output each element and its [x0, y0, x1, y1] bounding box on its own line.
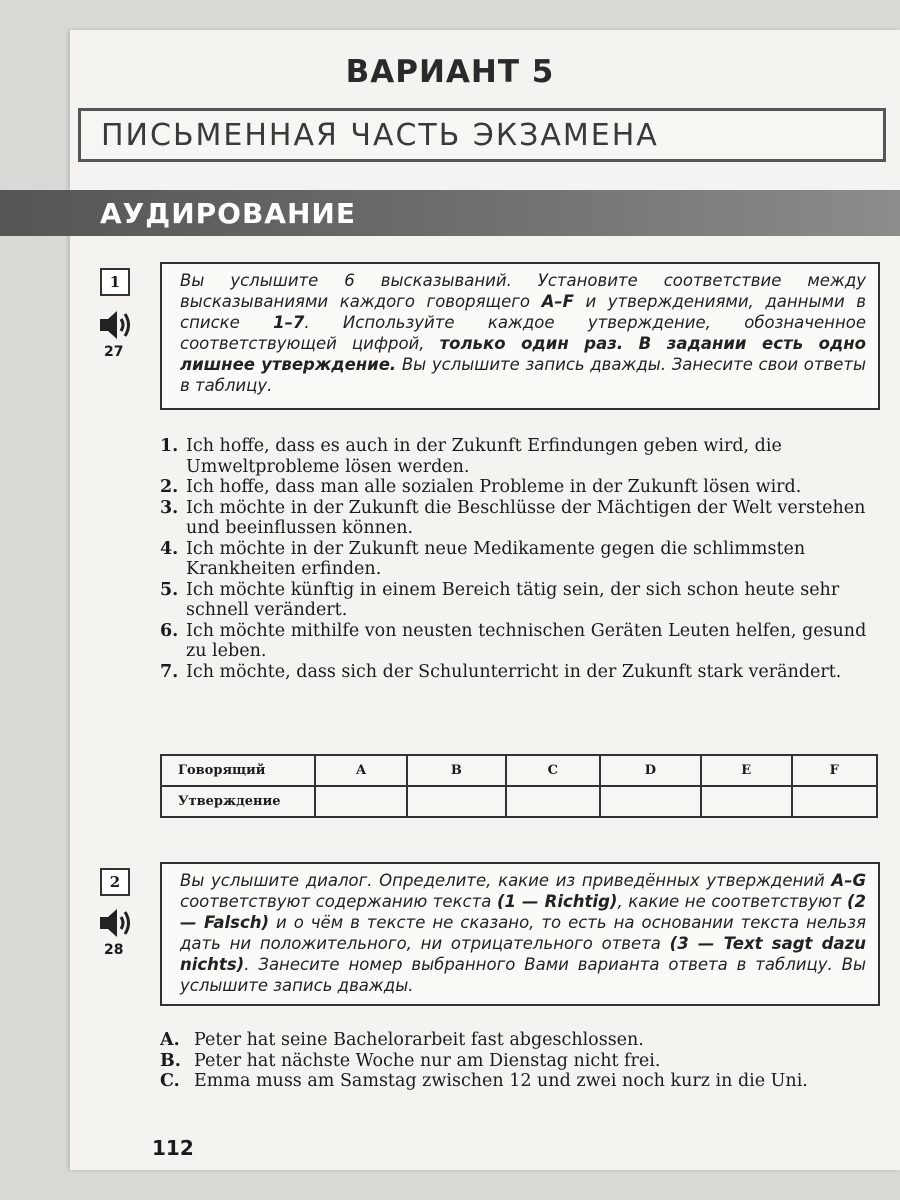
list-item	[160, 477, 880, 498]
task-2-statements	[160, 1030, 880, 1092]
list-item-text: Ich hoffe, dass man alle sozialen Probleme in der Zukunft lösen wird.	[186, 477, 802, 497]
list-item-number: 7.	[160, 661, 179, 682]
instruction-text: и о чём в тексте не сказано, то есть на основании текста нельзя дать ни положительного, ни отрицательного ответа	[180, 913, 866, 953]
list-item-number: 1.	[160, 436, 179, 456]
task-1-number: 1	[100, 268, 130, 296]
instruction-text: A–F	[541, 292, 574, 311]
speaker-icon[interactable]	[98, 906, 134, 940]
task-2-instruction	[160, 862, 880, 1006]
instruction-text: , какие не соответствуют	[617, 892, 847, 911]
list-item-text: Ich möchte mithilfe von neusten technischen Geräten Leuten helfen, gesund zu leben.	[186, 620, 867, 661]
list-item-text: Ich möchte künftig in einem Bereich tätig sein, der sich schon heute sehr schnell verändert.	[186, 579, 840, 620]
instruction-text: Вы услышите запись дважды. Занесите свои ответы в таблицу.	[180, 355, 866, 395]
table-header-cell: F	[792, 755, 877, 786]
list-item-text: Ich möchte, dass sich der Schulunterricht in der Zukunft stark verändert.	[186, 661, 842, 682]
instruction-text: (1 — Richtig)	[496, 892, 618, 911]
exam-part-title	[78, 108, 886, 162]
table-header-cell: C	[506, 755, 600, 786]
instruction-text: . Используйте каждое утверждение, обозначенное соответствующей цифрой,	[180, 313, 866, 353]
answer-cell[interactable]	[315, 786, 407, 817]
list-item	[160, 1071, 880, 1092]
list-item-number: 6.	[160, 620, 179, 641]
list-item-number: 5.	[160, 579, 179, 600]
instruction-text: 1–7	[273, 313, 305, 332]
answer-cell[interactable]	[600, 786, 701, 817]
answer-table	[160, 754, 878, 818]
list-item-text: Peter hat nächste Woche nur am Dienstag nicht frei.	[194, 1050, 661, 1071]
instruction-text: соответствуют содержанию текста	[180, 892, 497, 911]
list-item	[160, 436, 880, 477]
list-item-number: C.	[160, 1071, 180, 1091]
instruction-text: (3 — Text sagt dazu nichts)	[180, 934, 866, 974]
list-item-text: Ich möchte in der Zukunft neue Medikamente gegen die schlimmsten Krankheiten erfinden.	[186, 538, 806, 579]
list-item-text: Ich möchte in der Zukunft die Beschlüsse der Mächtigen der Welt verstehen und beeinflussen können.	[186, 497, 866, 538]
list-item	[160, 580, 880, 621]
list-item-number: A.	[160, 1030, 180, 1050]
table-row-label-speaker: Говорящий	[161, 755, 315, 786]
instruction-text: . Занесите номер выбранного Вами варианта ответа в таблицу. Вы услышите запись дважды.	[180, 955, 866, 995]
instruction-text: только один раз. В задании есть одно лишнее утверждение.	[180, 334, 866, 374]
table-row-label-statement: Утверждение	[161, 786, 315, 817]
list-item-text: Peter hat seine Bachelorarbeit fast abgeschlossen.	[194, 1030, 644, 1050]
task-1-statements	[160, 436, 880, 682]
list-item	[160, 1030, 880, 1051]
table-header-cell: E	[701, 755, 792, 786]
list-item-number: 4.	[160, 538, 179, 559]
list-item	[160, 539, 880, 580]
track-number-27: 27	[104, 344, 124, 360]
exam-part-title-text: ПИСЬМЕННАЯ ЧАСТЬ ЭКЗАМЕНА	[101, 117, 659, 153]
answer-cell[interactable]	[792, 786, 877, 817]
list-item-text: Ich hoffe, dass es auch in der Zukunft Erfindungen geben wird, die Umweltprobleme lösen werden.	[186, 436, 782, 477]
answer-cell[interactable]	[701, 786, 792, 817]
list-item	[160, 498, 880, 539]
answer-cell[interactable]	[506, 786, 600, 817]
page-title: ВАРИАНТ 5	[345, 54, 555, 90]
list-item	[160, 1051, 880, 1072]
section-header-text: АУДИРОВАНИЕ	[100, 196, 356, 230]
list-item	[160, 662, 880, 683]
instruction-text: и утверждениями, данными в списке	[180, 292, 866, 332]
list-item-number: B.	[160, 1050, 181, 1071]
list-item-number: 3.	[160, 497, 179, 518]
instruction-text: A–G	[831, 871, 866, 890]
table-header-cell: A	[315, 755, 407, 786]
instruction-text: Вы услышите диалог. Определите, какие из приведённых утверждений	[180, 871, 832, 890]
table-header-cell: B	[407, 755, 506, 786]
table-header-cell: D	[600, 755, 701, 786]
list-item	[160, 621, 880, 662]
page-number: 112	[152, 1136, 194, 1160]
answer-cell[interactable]	[407, 786, 506, 817]
track-number-28: 28	[104, 942, 124, 958]
instruction-text: (2 — Falsch)	[180, 892, 866, 932]
instruction-text: Вы услышите 6 высказываний. Установите соответствие между высказываниями каждого говорящего	[180, 271, 866, 311]
section-header	[0, 190, 900, 236]
task-2-number: 2	[100, 868, 130, 896]
list-item-number: 2.	[160, 477, 179, 497]
list-item-text: Emma muss am Samstag zwischen 12 und zwei noch kurz in die Uni.	[194, 1071, 808, 1091]
task-1-instruction	[160, 262, 880, 410]
speaker-icon[interactable]	[98, 308, 134, 342]
